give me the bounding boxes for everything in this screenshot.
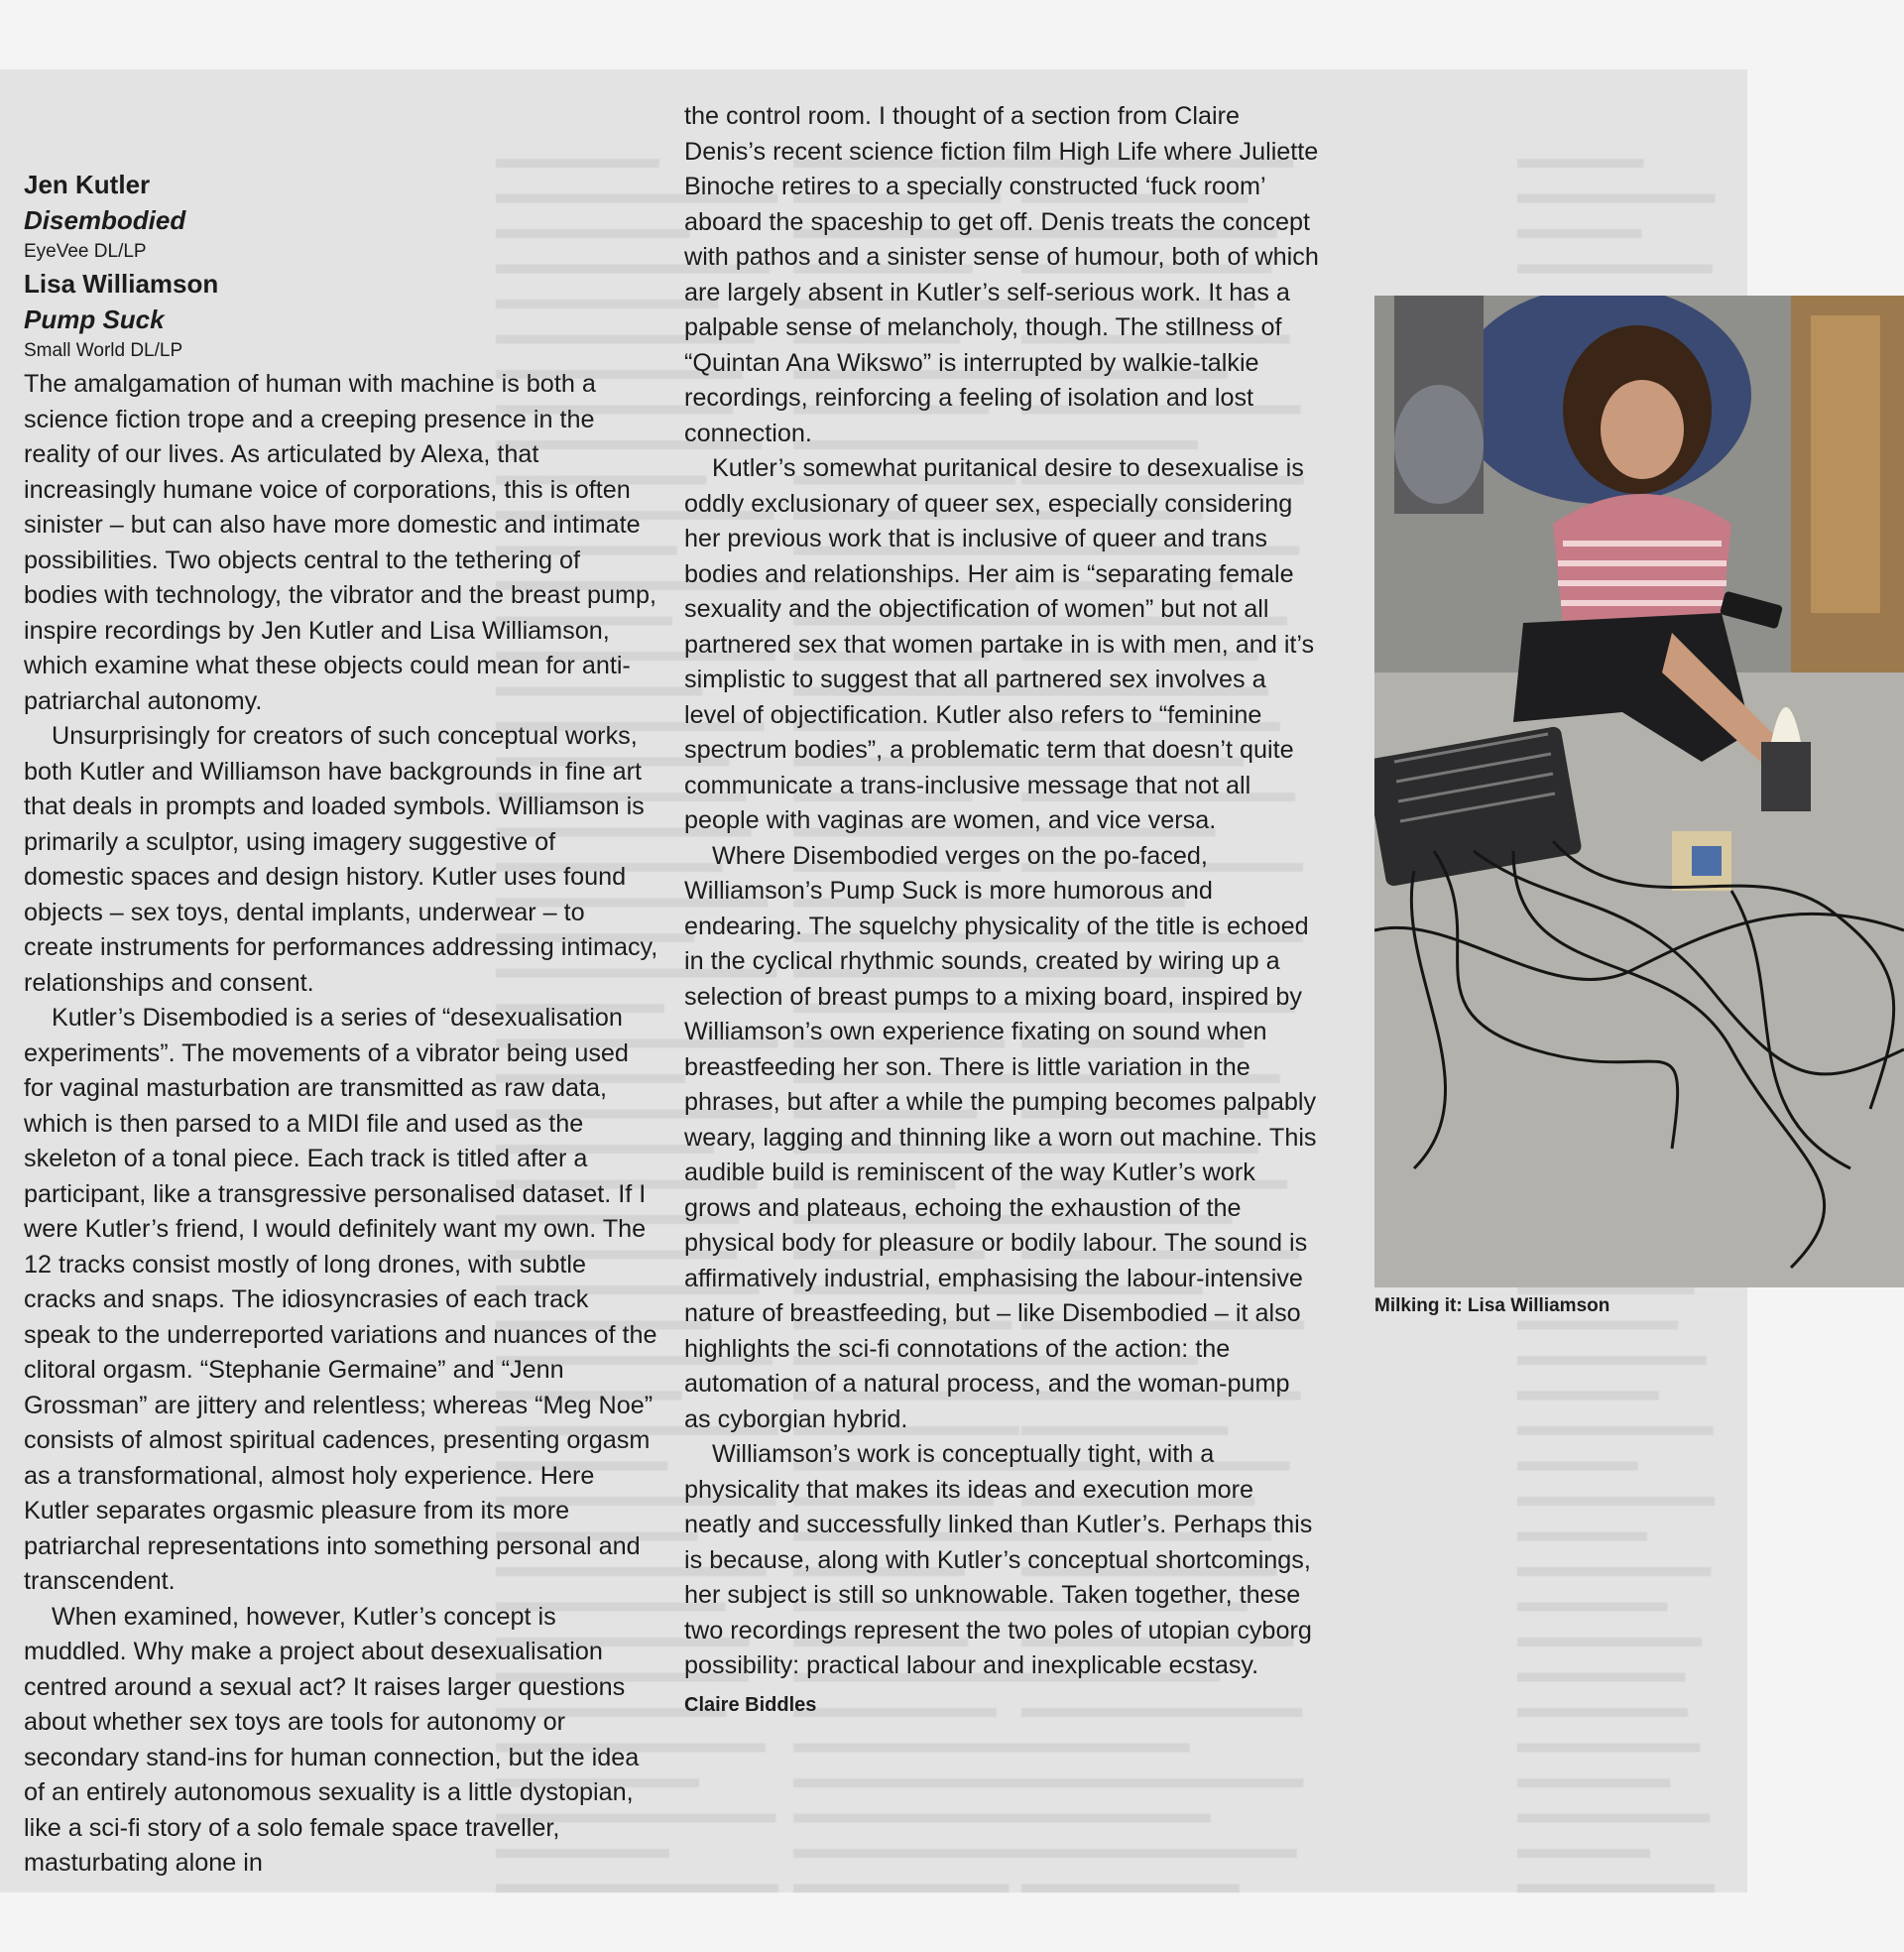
article-column-1	[24, 167, 658, 1882]
bleed-line	[496, 1885, 778, 1893]
bleed-line	[793, 1885, 1009, 1893]
bleed-line	[1517, 1708, 1688, 1717]
bleed-line	[1517, 1321, 1678, 1330]
bleed-line	[1517, 265, 1713, 274]
bleed-line	[1517, 1356, 1707, 1365]
paragraph: Kutler’s Disembodied is a series of “desexualisation experiments”. The movements of a vibrator being used for vaginal masturbation are transmitted as raw data, which is then parsed to a MIDI file and used as the skeleton of a tonal piece. Each track is titled after a participant, like a transgressive personalised dataset. If I were Kutler’s friend, I would definitely want my own. The 12 tracks consist mostly of long drones, with subtle cracks and snaps. The idiosyncrasies of each track speak to the underreported variations and nuances of the clitoral orgasm. “Stephanie Germaine” and “Jenn Grossman” are jittery and relentless; whereas “Meg Noe” consists of almost spiritual cadences, presenting orgasm as a transformational, almost holy experience. Here Kutler separates orgasmic pleasure from its more patriarchal representations into something personal and transcendent.	[24, 1004, 657, 1595]
bleed-line	[793, 1778, 1022, 1787]
bleed-line	[1517, 1885, 1715, 1893]
paragraph: Where Disembodied verges on the po-faced, Williamson’s Pump Suck is more humorous and endearing. The squelchy physicality of the title is echoed in the cyclical rhythmic sounds, created by wiring up a selection of breast pumps to a mixing board, inspired by Williamson’s own experience fixating on sound when breastfeeding her son. There is little variation in the phrases, but after a while the pumping becomes palpably weary, lagging and thinning like a worn out machine. This audible build is reminiscent of the way Kutler’s work grows and plateaus, echoing the exhaustion of the physical body for pleasure or bodily labour. The sound is affirmatively industrial, emphasising the labour-intensive nature of breastfeeding, but – like Disembodied – it also highlights the sci-fi connotations of the action: the automation of a natural process, and the woman-pump as cyborgian hybrid.	[684, 841, 1317, 1433]
bleed-line	[1517, 229, 1641, 238]
bleed-line	[1517, 1778, 1670, 1787]
credit-label: Small World DL/LP	[24, 340, 183, 361]
paragraph: Unsurprisingly for creators of such conceptual works, both Kutler and Williamson have backgrounds in fine art that deals in prompts and loaded symbols. Williamson is primarily a sculptor, using imagery suggestive of domestic spaces and design history. Kutler uses found objects – sex toys, dental implants, underwear – to create instruments for performances addressing intimacy, relationships and consent.	[24, 722, 658, 997]
bleed-line	[793, 1849, 1043, 1858]
bleed-line	[1021, 1885, 1240, 1893]
bleed-line	[1021, 1778, 1304, 1787]
bleed-line	[793, 1814, 1032, 1823]
article-column-2	[684, 99, 1319, 1723]
bleed-line	[1021, 1849, 1297, 1858]
credit-block-1	[24, 167, 658, 266]
article-photo	[1374, 296, 1904, 1287]
bleed-line	[1517, 1814, 1710, 1823]
bleed-line	[1517, 1849, 1650, 1858]
paragraph: The amalgamation of human with machine is both a science fiction trope and a creeping presence in the reality of our lives. As articulated by Alexa, that increasingly humane voice of corporations, this is often sinister – but can also have more domestic and intimate possibilities. Two objects central to the tethering of bodies with technology, the vibrator and the breast pump, inspire recordings by Jen Kutler and Lisa Williamson, which examine what these objects could mean for anti-patriarchal autonomy.	[24, 370, 657, 715]
bleed-line	[1517, 1744, 1700, 1753]
paragraph: Williamson’s work is conceptually tight, with a physicality that makes its ideas and execution more neatly and successfully linked than Kutler’s. Perhaps this is because, along with Kutler’s conceptual shortcomings, her subject is still so unknowable. Taken together, these two recordings represent the two poles of utopian cyborg possibility: practical labour and inexplicable ecstasy.	[684, 1440, 1313, 1679]
bleed-line	[1517, 1462, 1638, 1471]
bleed-line	[1517, 1392, 1659, 1401]
bleed-line	[1517, 1532, 1647, 1541]
paragraph: the control room. I thought of a section from Claire Denis’s recent science fiction film High Life where Juliette Binoche retires to a specially constructed ‘fuck room’ aboard the spaceship to get off. Denis treats the concept with pathos and a sinister sense of humour, both of which are largely absent in Kutler’s self-serious work. It has a palpable sense of melancholy, though. The stillness of “Quintan Ana Wikswo” is interrupted by walkie-talkie recordings, reinforcing a feeling of isolation and lost connection.	[684, 102, 1319, 447]
credit-label: EyeVee DL/LP	[24, 241, 147, 262]
magazine-page	[0, 69, 1747, 1892]
bleed-line	[1517, 1426, 1714, 1435]
credit-artist: Lisa Williamson	[24, 269, 219, 299]
paragraph: Kutler’s somewhat puritanical desire to desexualise is oddly exclusionary of queer sex, especially considering her previous work that is inclusive of queer and trans bodies and relationships. Her aim is “separating female sexuality and the objectification of women” but not all partnered sex that women partake in is with men, and it’s simplistic to suggest that all partnered sex involves a level of objectification. Kutler also refers to “feminine spectrum bodies”, a problematic term that doesn’t quite communicate a trans-inclusive message that not all people with vaginas are women, and vice versa.	[684, 454, 1315, 834]
bleed-line	[793, 1744, 1051, 1753]
paragraph: When examined, however, Kutler’s concept is muddled. Why make a project about desexualisation centred around a sexual act? It raises larger questions about whether sex toys are tools for autonomy or secondary stand-ins for human connection, but the idea of an entirely autonomous sexuality is a little dystopian, like a sci-fi story of a solo female space traveller, masturbating alone in	[24, 1602, 640, 1877]
bleed-line	[1517, 1638, 1702, 1647]
photo-caption: Milking it: Lisa Williamson	[1374, 1295, 1610, 1316]
credit-title: Disembodied	[24, 205, 186, 235]
bleed-line	[1517, 159, 1643, 168]
bleed-line	[1021, 1814, 1211, 1823]
credit-title: Pump Suck	[24, 305, 165, 334]
credit-artist: Jen Kutler	[24, 170, 151, 199]
bleed-line	[1517, 194, 1715, 203]
photo-illustration	[1374, 296, 1904, 1287]
credit-block-2	[24, 266, 658, 365]
author-byline: Claire Biddles	[684, 1693, 817, 1716]
bleed-line	[1517, 1603, 1668, 1612]
review-credits	[24, 167, 658, 365]
bleed-line	[1517, 1673, 1686, 1682]
bleed-line	[1021, 1744, 1190, 1753]
bleed-line	[1517, 1497, 1715, 1506]
bleed-line	[1517, 1567, 1711, 1576]
